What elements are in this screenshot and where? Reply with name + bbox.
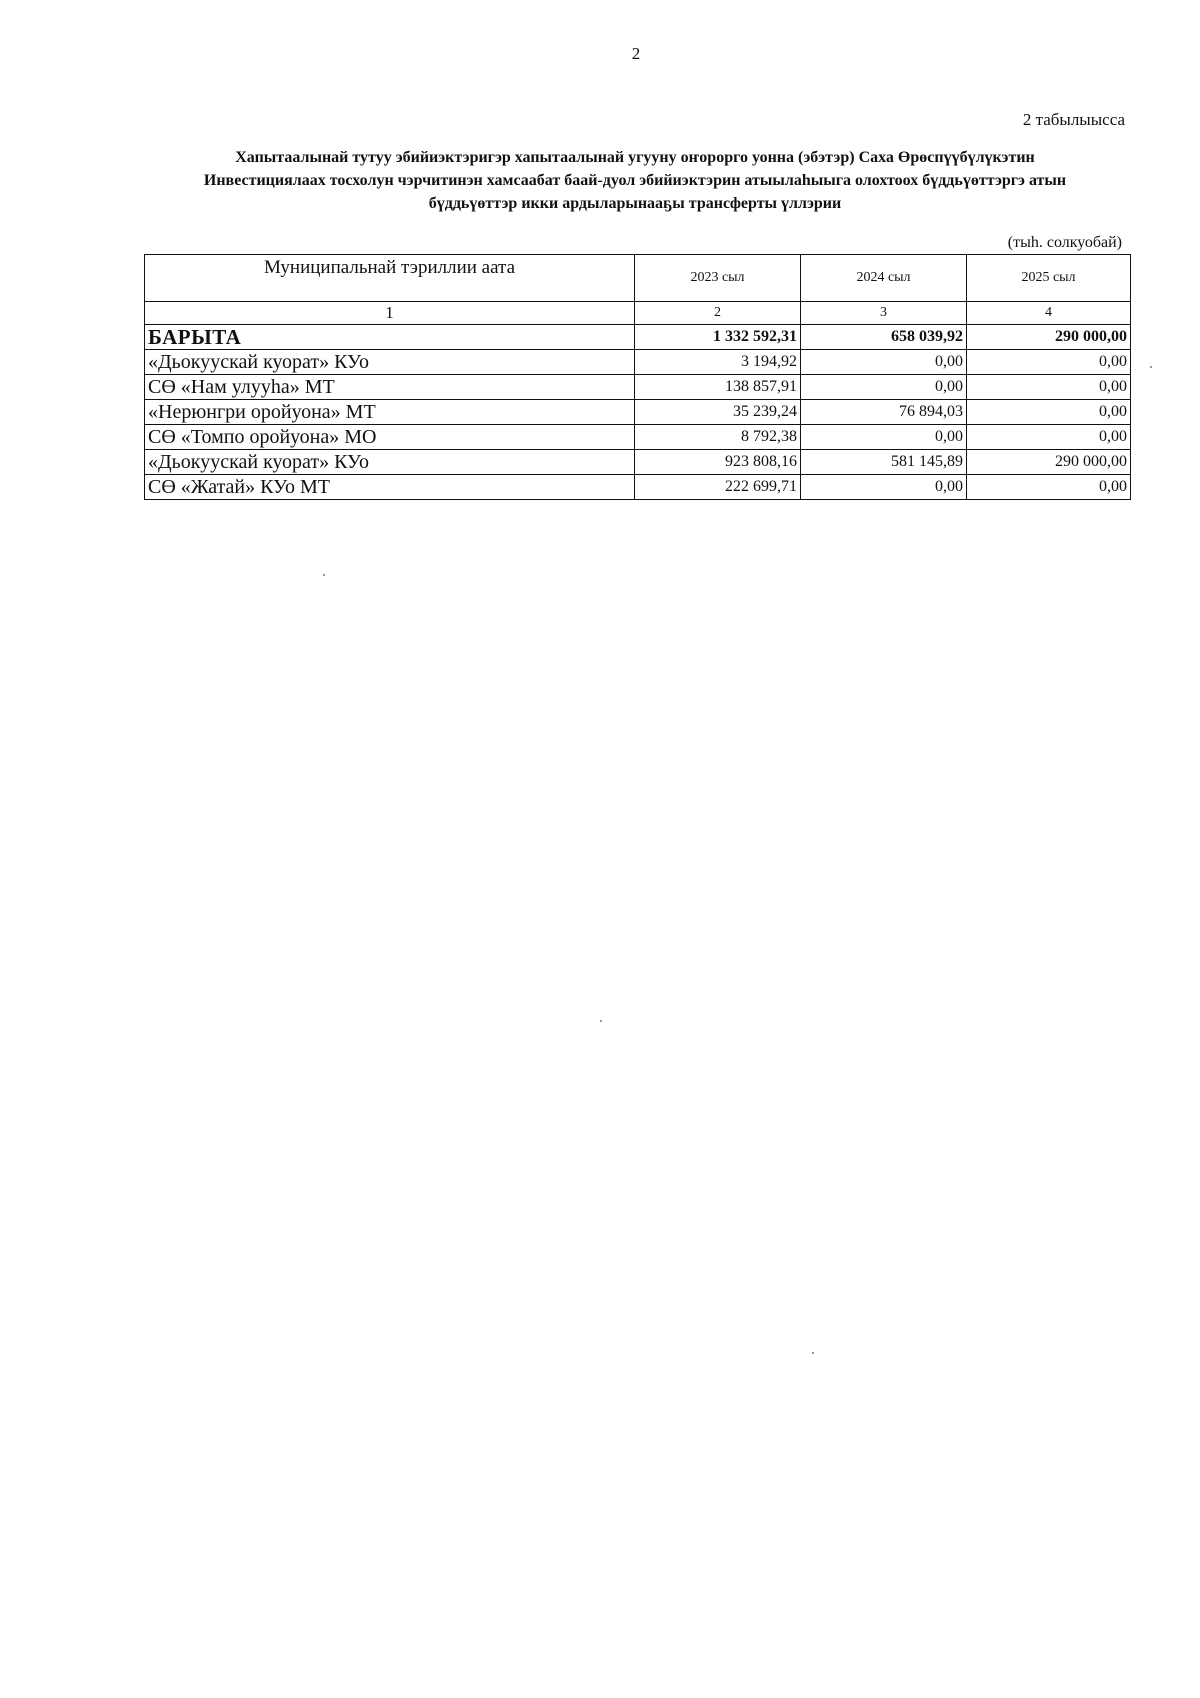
value-2023: 8 792,38 [635, 425, 801, 450]
value-2025: 0,00 [967, 350, 1131, 375]
table-row [145, 375, 1131, 400]
value-2023: 3 194,92 [635, 350, 801, 375]
municipality-name: «Дьокуускай куорат» КУо [145, 450, 635, 475]
value-2023: 923 808,16 [635, 450, 801, 475]
table-header-row [145, 255, 1131, 302]
table-row [145, 450, 1131, 475]
value-2024: 0,00 [801, 425, 967, 450]
title-line: бүддьүөттэр икки ардыларынааҕы трансферты үллэрии [428, 195, 842, 212]
value-2024: 0,00 [801, 350, 967, 375]
column-number: 2 [635, 302, 801, 325]
scan-speck [600, 1020, 602, 1022]
value-2023: 222 699,71 [635, 475, 801, 500]
scan-speck [323, 574, 325, 576]
table-row [145, 400, 1131, 425]
column-number-row [145, 302, 1131, 325]
value-2025: 0,00 [967, 425, 1131, 450]
total-2024: 658 039,92 [801, 325, 967, 350]
municipality-name: СӨ «Нам улууһа» МТ [145, 375, 635, 400]
municipality-name: «Нерюнгри оройуона» МТ [145, 400, 635, 425]
page-number: 2 [631, 44, 641, 63]
column-header-2025: 2025 сыл [967, 255, 1131, 302]
municipality-name: СӨ «Жатай» КУо МТ [145, 475, 635, 500]
value-2025: 0,00 [967, 475, 1131, 500]
appendix-label: 2 табылыысса [1022, 110, 1125, 129]
document-title [140, 146, 1130, 215]
column-header-2023: 2023 сыл [635, 255, 801, 302]
column-number: 4 [967, 302, 1131, 325]
municipality-name: «Дьокуускай куорат» КУо [145, 350, 635, 375]
column-number: 1 [145, 302, 635, 325]
transfer-table [144, 254, 1131, 500]
title-line: Инвестициялаах тосхолун чэрчитинэн хамсаабат баай-дуол эбийиэктэрин атыылаһыыга олохтоох бүддьүөттэргэ атын [203, 172, 1067, 189]
total-row [145, 325, 1131, 350]
value-2025: 0,00 [967, 400, 1131, 425]
value-2024: 76 894,03 [801, 400, 967, 425]
table-row [145, 425, 1131, 450]
column-header-name: Муниципальнай тэриллии аата [145, 255, 635, 302]
value-2024: 0,00 [801, 375, 967, 400]
total-2023: 1 332 592,31 [635, 325, 801, 350]
unit-note: (тыһ. солкуобай) [1007, 234, 1122, 251]
value-2023: 35 239,24 [635, 400, 801, 425]
column-header-2024: 2024 сыл [801, 255, 967, 302]
total-label: БАРЫТА [145, 325, 635, 350]
value-2025: 290 000,00 [967, 450, 1131, 475]
table-row [145, 350, 1131, 375]
municipality-name: СӨ «Томпо оройуона» МО [145, 425, 635, 450]
value-2023: 138 857,91 [635, 375, 801, 400]
table-row [145, 475, 1131, 500]
title-line: Хапытаалынай тутуу эбийиэктэригэр хапытаалынай угууну оҥорорго уонна (эбэтэр) Саха Өрөспүүбүлүкэтин [235, 149, 1035, 166]
value-2024: 581 145,89 [801, 450, 967, 475]
value-2024: 0,00 [801, 475, 967, 500]
value-2025: 0,00 [967, 375, 1131, 400]
scan-speck [1150, 366, 1152, 368]
scan-speck [812, 1352, 814, 1354]
column-number: 3 [801, 302, 967, 325]
total-2025: 290 000,00 [967, 325, 1131, 350]
